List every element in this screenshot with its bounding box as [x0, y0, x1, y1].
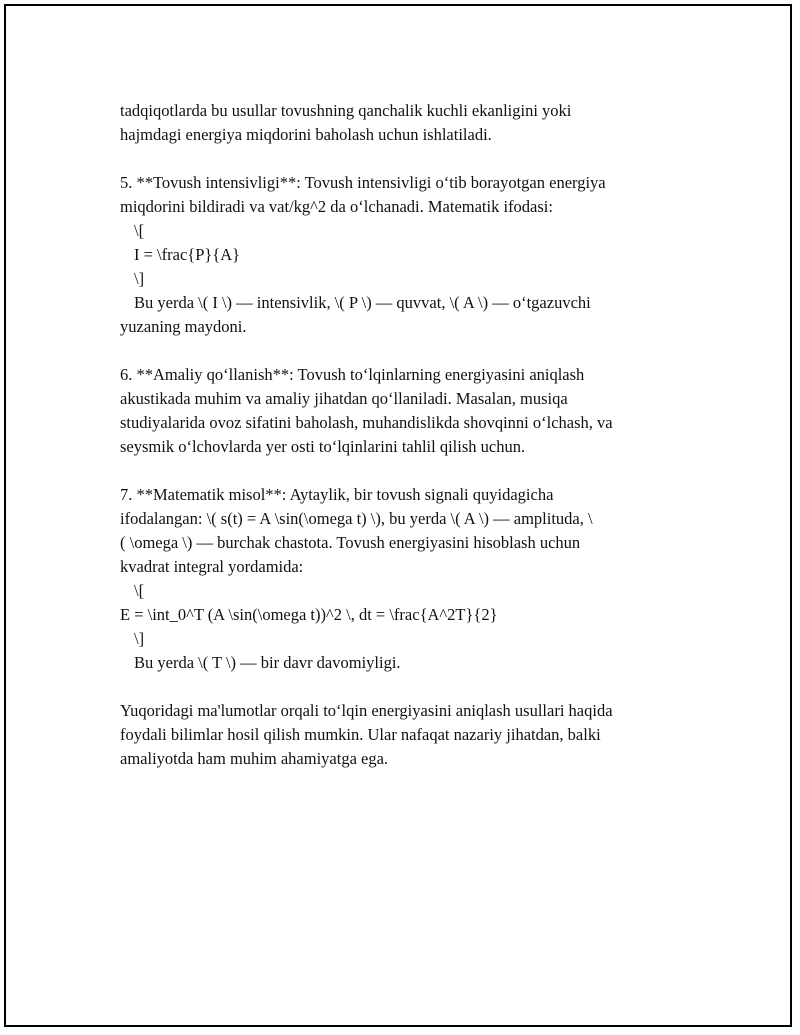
- text-line: Yuqoridagi ma'lumotlar orqali to‘lqin energiyasini aniqlash usullari haqida: [120, 701, 613, 720]
- text-line: foydali bilimlar hosil qilish mumkin. Ular nafaqat nazariy jihatdan, balki: [120, 725, 601, 744]
- text-line: hajmdagi energiya miqdorini baholash uchun ishlatiladi.: [120, 125, 492, 144]
- paragraph-conclusion: [120, 699, 700, 771]
- paragraph-intro: [120, 99, 700, 147]
- text-line: yuzaning maydoni.: [120, 317, 247, 336]
- formula-close: \]: [134, 629, 145, 648]
- text-line: ( \omega \) — burchak chastota. Tovush energiyasini hisoblash uchun: [120, 533, 581, 552]
- paragraph-sound-intensity: [120, 171, 700, 339]
- formula-close: \]: [134, 269, 145, 288]
- formula-explanation: Bu yerda \( I \) — intensivlik, \( P \) — quvvat, \( A \) — o‘tgazuvchi: [134, 293, 591, 312]
- document-page: [4, 4, 792, 1027]
- text-line: kvadrat integral yordamida:: [120, 557, 304, 576]
- text-line: miqdorini bildiradi va vat/kg^2 da o‘lchanadi. Matematik ifodasi:: [120, 197, 553, 216]
- formula-open: \[: [134, 581, 145, 600]
- paragraph-math-example: [120, 483, 700, 675]
- text-line: studiyalarida ovoz sifatini baholash, muhandislikda shovqinni o‘lchash, va: [120, 413, 613, 432]
- formula-energy: E = \int_0^T (A \sin(\omega t))^2 \, dt = \frac{A^2T}{2}: [120, 605, 498, 624]
- formula-open: \[: [134, 221, 145, 240]
- text-line: tadqiqotlarda bu usullar tovushning qanchalik kuchli ekanligini yoki: [120, 101, 572, 120]
- text-line: amaliyotda ham muhim ahamiyatga ega.: [120, 749, 389, 768]
- formula-explanation: Bu yerda \( T \) — bir davr davomiyligi.: [134, 653, 401, 672]
- text-line: 7. **Matematik misol**: Aytaylik, bir tovush signali quyidagicha: [120, 485, 554, 504]
- text-line: seysmik o‘lchovlarda yer osti to‘lqinlarini tahlil qilish uchun.: [120, 437, 526, 456]
- text-line: 5. **Tovush intensivligi**: Tovush intensivligi o‘tib borayotgan energiya: [120, 173, 606, 192]
- formula-intensity: I = \frac{P}{A}: [134, 245, 241, 264]
- text-line: ifodalangan: \( s(t) = A \sin(\omega t) \), bu yerda \( A \) — amplituda, \: [120, 509, 593, 528]
- text-line: 6. **Amaliy qo‘llanish**: Tovush to‘lqinlarning energiyasini aniqlash: [120, 365, 585, 384]
- paragraph-practical-use: [120, 363, 700, 459]
- document-body: [120, 99, 700, 771]
- text-line: akustikada muhim va amaliy jihatdan qo‘llaniladi. Masalan, musiqa: [120, 389, 568, 408]
